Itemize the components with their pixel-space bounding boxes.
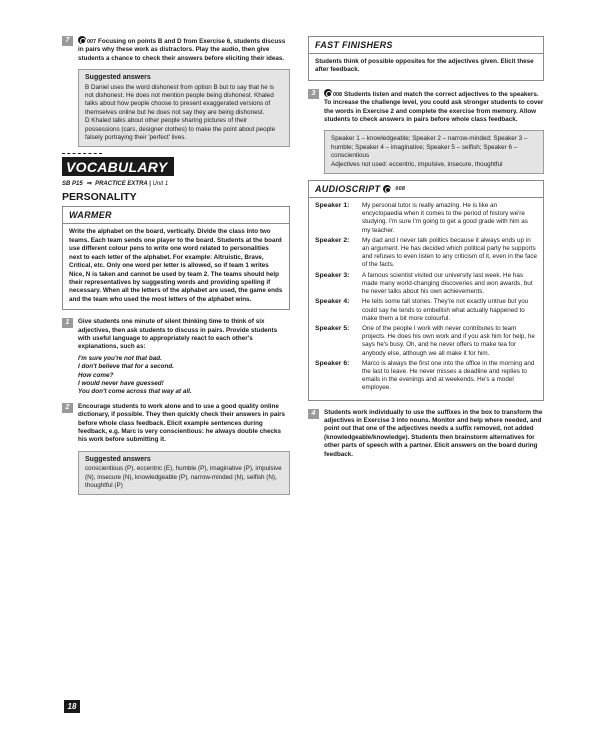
audioscript-row bbox=[315, 202, 537, 235]
box-title: Suggested answers bbox=[85, 455, 151, 463]
answers-box bbox=[324, 130, 544, 174]
audio-icon bbox=[78, 36, 86, 44]
answer-b: B Daniel uses the word dishonest from option B but to say that he is not dishonest. He does not mention people being dishonest. Khaled talks about how people choose to present exaggerated versions of themselves online but he does not say they are being dishonest. bbox=[85, 83, 275, 116]
exercise-number: 7 bbox=[62, 36, 73, 46]
audio-track-code: 008 bbox=[395, 186, 406, 193]
speaker-text: Marco is always the first one into the office in the morning and the last to leave. He never misses a deadline and replies to emails in the evenings and at weekends. He's a model employee. bbox=[362, 359, 535, 392]
exercise-instruction: Encourage students to work alone and to use a good quality online dictionary, if possible. They then quickly check their answers in pairs before whole class feedback. Elicit example sentences during feedback, e.g. Marc is very conscientious: he always double checks his work before submitting it. bbox=[78, 402, 286, 444]
audioscript-box bbox=[308, 180, 544, 400]
phrase: I'm sure you're not that bad. bbox=[78, 354, 162, 362]
audioscript-row bbox=[315, 272, 537, 297]
audioscript-row bbox=[315, 360, 537, 393]
speaker-text: My personal tutor is really amazing. He is like an encyclopaedia when it comes to the period of history we're studying. I'm sure I'm going to get a good grade with him as my teacher. bbox=[362, 202, 528, 234]
speaker-label: Speaker 3: bbox=[315, 271, 350, 279]
audio-track-code: 008 bbox=[333, 91, 342, 98]
speaker-text: A famous scientist visited our university last week. He has made many world-changing discoveries and won awards, but he never talks about his own achievements. bbox=[362, 271, 533, 296]
audioscript-row bbox=[315, 325, 537, 358]
topic-title: PERSONALITY bbox=[62, 191, 137, 204]
speaker-label: Speaker 4: bbox=[315, 298, 350, 306]
suggested-answers-box bbox=[78, 69, 290, 147]
speaker-label: Speaker 2: bbox=[315, 236, 350, 244]
audioscript-body bbox=[309, 198, 543, 399]
answer-list: conscientious (P), eccentric (E), humble (P), imaginative (P), impulsive (N), insecure (N), knowledgeable (P), narrow-minded (N), selfish (N), thoughtful (P) bbox=[85, 465, 282, 490]
audioscript-header bbox=[309, 181, 543, 198]
exercise-1-note bbox=[62, 318, 290, 397]
fast-finishers-box bbox=[308, 36, 544, 81]
warmer-title: WARMER bbox=[63, 207, 289, 224]
phrase: I don't believe that for a second. bbox=[78, 363, 174, 371]
speaker-label: Speaker 6: bbox=[315, 359, 350, 367]
exercise-instruction: Give students one minute of silent thinking time to think of six adjectives, then ask students to discuss in pairs. Provide students with useful language to appropriately react to each other's explanations, such as: bbox=[78, 318, 278, 351]
phrase: How come? bbox=[78, 371, 114, 379]
page-number: 18 bbox=[64, 700, 80, 713]
audioscript-row bbox=[315, 237, 537, 270]
answer-key: Speaker 1 – knowledgeable; Speaker 2 – narrow-minded; Speaker 3 – humble; Speaker 4 – imaginative; Speaker 5 – selfish; Speaker 6 – conscientious bbox=[331, 135, 528, 160]
fast-finishers-text: Students think of possible opposites for the adjectives given. Elicit these after feedback. bbox=[315, 58, 534, 74]
speaker-label: Speaker 1: bbox=[315, 202, 350, 210]
practice-extra-label: PRACTICE EXTRA bbox=[95, 181, 148, 188]
exercise-instruction: Students work individually to use the suffixes in the box to transform the adjectives in Exercise 3 into nouns. Monitor and help where needed, and point out that one of the adjectives needs a suffix removed, not added (knowledgeable/knowledge). Students then brainstorm alternatives for other parts of speech with a partner. Elicit answers on the board during feedback. bbox=[324, 408, 543, 458]
audio-track-code: 007 bbox=[87, 39, 96, 45]
speaker-text: My dad and I never talk politics because it always ends up in an argument. He has decided which political party he supports and refuses to even listen to any criticism of it, even in the face of the facts. bbox=[362, 236, 538, 269]
exercise-7-note bbox=[62, 36, 290, 63]
phrase: I would never have guessed! bbox=[78, 379, 164, 387]
audioscript-title: AUDIOSCRIPT bbox=[315, 184, 381, 195]
exercise-instruction: Focusing on points B and D from Exercise 6, students discuss in pairs why these work as distractors. Play the audio, then give students a chance to check their answers before eliciting their ideas. bbox=[78, 38, 286, 62]
warmer-box bbox=[62, 206, 290, 310]
exercise-4-note bbox=[308, 409, 544, 459]
section-banner: VOCABULARY bbox=[62, 157, 174, 176]
box-title: Suggested answers bbox=[85, 74, 151, 82]
audioscript-row bbox=[315, 298, 537, 323]
exercise-number: 2 bbox=[62, 403, 73, 413]
speaker-text: One of the people I work with never contributes to team projects. He does his own work and if you ask him for help, he says he's busy. Oh, and he never offers to make tea for anybody else, although we all make it for him. bbox=[362, 324, 535, 357]
audio-icon bbox=[324, 89, 332, 97]
exercise-number: 4 bbox=[308, 409, 319, 419]
exercise-instruction: Students listen and match the correct adjectives to the speakers. To increase the challenge level, you could ask stronger students to cover the words in Exercise 2 and complete the exercise from memory. Allow students to check answers in pairs before whole class feedback. bbox=[324, 90, 544, 124]
useful-language-list bbox=[78, 355, 290, 397]
book-reference: SB P15 ⇒ PRACTICE EXTRA | Unit 1 bbox=[62, 181, 169, 188]
fast-finishers-title: FAST FINISHERS bbox=[309, 37, 543, 54]
student-book-page: SB P15 bbox=[62, 181, 83, 188]
unit-label: Unit 1 bbox=[152, 181, 169, 188]
arrow-icon: ⇒ bbox=[86, 181, 92, 188]
exercise-3-note bbox=[308, 89, 544, 125]
exercise-number: 3 bbox=[308, 89, 319, 99]
suggested-answers-box bbox=[78, 451, 290, 496]
exercise-2-note bbox=[62, 403, 290, 445]
answer-d: D Khaled talks about other people sharing pictures of their possessions (cars, designer clothes) to make the point about people falsely portraying their 'perfect' lives. bbox=[85, 117, 276, 142]
unused-adjectives: Adjectives not used: eccentric, impulsive, insecure, thoughtful bbox=[331, 160, 503, 168]
right-column bbox=[308, 36, 544, 465]
speaker-label: Speaker 5: bbox=[315, 324, 350, 332]
exercise-number: 1 bbox=[62, 318, 73, 328]
speaker-text: He tells some tall stories. They're not exactly untrue but you could say he tends to embellish what actually happened to make them a bit more colourful. bbox=[362, 298, 529, 322]
left-column bbox=[62, 36, 290, 501]
audio-icon bbox=[383, 185, 391, 193]
warmer-text: Write the alphabet on the board, vertically. Divide the class into two teams. Each team sends one player to the board. Students at the board use different colour pens to write one word related to personalities next to each letter of the alphabet. For example: Altruistic, Brave, Critical, etc. Only one word per letter is allowed, so if team 1 writes Nice, N is taken and cannot be used by team 2. The teams should help their representatives by suggesting words and providing spelling if necessary. When all the letters of the alphabet are used, the game ends and the team who used the most letters of the alphabet wins. bbox=[69, 228, 283, 303]
phrase: You don't come across that way at all. bbox=[78, 388, 192, 396]
